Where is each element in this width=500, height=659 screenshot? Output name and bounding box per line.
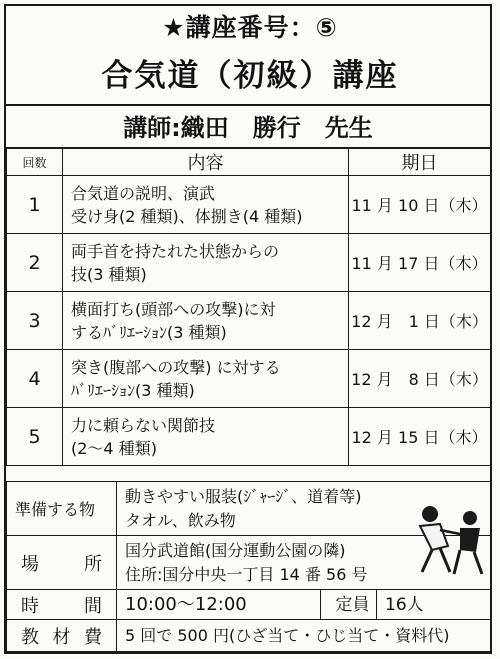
header-date: 期日 <box>349 149 491 176</box>
fee-value: 5 回で 500 円(ひざ当て・ひじ当て・資料代) <box>117 620 491 652</box>
items-line: タオル、飲み物 <box>125 510 236 530</box>
content-line: 受け身(2 種類)、体捌き(4 種類) <box>71 206 303 226</box>
session-date: 12 月 15 日（木） <box>349 408 491 466</box>
session-date: 12 月 1 日（木） <box>349 292 491 350</box>
session-number: 5 <box>7 408 63 466</box>
content-line: するﾊﾞﾘｴｰｼｮﾝ(3 種類) <box>71 322 227 342</box>
header-number: 回数 <box>7 149 63 176</box>
table-row <box>7 176 491 234</box>
table-row <box>7 408 491 466</box>
session-content <box>63 292 349 350</box>
content-line: ﾊﾞﾘｴｰｼｮﾝ(3 種類) <box>71 380 195 400</box>
content-line: 技(3 種類) <box>71 264 147 284</box>
session-date: 12 月 8 日（木） <box>349 350 491 408</box>
place-line: 住所:国分中央一丁目 14 番 56 号 <box>125 564 368 584</box>
session-content <box>63 234 349 292</box>
table-row <box>7 234 491 292</box>
time-label: 時 間 <box>7 590 117 620</box>
session-date: 11 月 17 日（木） <box>349 234 491 292</box>
schedule-header-row <box>7 149 491 176</box>
table-row <box>7 292 491 350</box>
content-line: (2～4 種類) <box>71 438 157 458</box>
items-line: 動きやすい服装(ｼﾞｬｰｼﾞ、道着等) <box>125 486 362 506</box>
content-line: 突き(腹部への攻撃) に対する <box>71 357 281 377</box>
session-content <box>63 350 349 408</box>
session-number: 2 <box>7 234 63 292</box>
content-line: 力に頼らない関節技 <box>71 415 216 435</box>
place-line: 国分武道館(国分運動公園の隣) <box>125 540 346 560</box>
table-row <box>7 350 491 408</box>
session-number: 3 <box>7 292 63 350</box>
session-number: 1 <box>7 176 63 234</box>
content-line: 両手首を持たれた状態からの <box>71 241 280 261</box>
place-label: 場 所 <box>7 536 117 590</box>
content-line: 横面打ち(頭部への攻撃)に対 <box>71 299 276 319</box>
course-title: 合気道（初級）講座 <box>101 58 399 94</box>
session-content <box>63 408 349 466</box>
instructor-line: 講師:織田 勝行 先生 <box>6 104 490 148</box>
fee-row <box>7 620 491 652</box>
session-date: 11 月 10 日（木） <box>349 176 491 234</box>
time-value: 10:00～12:00 <box>117 590 321 620</box>
content-line: 合気道の説明、演武 <box>71 183 216 203</box>
session-content <box>63 176 349 234</box>
aikido-illustration <box>410 500 490 578</box>
course-number: ★講座番号：⑤ <box>162 13 338 42</box>
capacity-label: 定員 <box>321 590 377 620</box>
capacity-value: 16人 <box>377 590 491 620</box>
fee-label: 教材費 <box>7 620 117 652</box>
session-number: 4 <box>7 350 63 408</box>
header-content: 内容 <box>63 149 349 176</box>
time-row <box>7 590 491 620</box>
items-label: 準備する物 <box>7 482 117 536</box>
schedule-table <box>6 148 491 466</box>
